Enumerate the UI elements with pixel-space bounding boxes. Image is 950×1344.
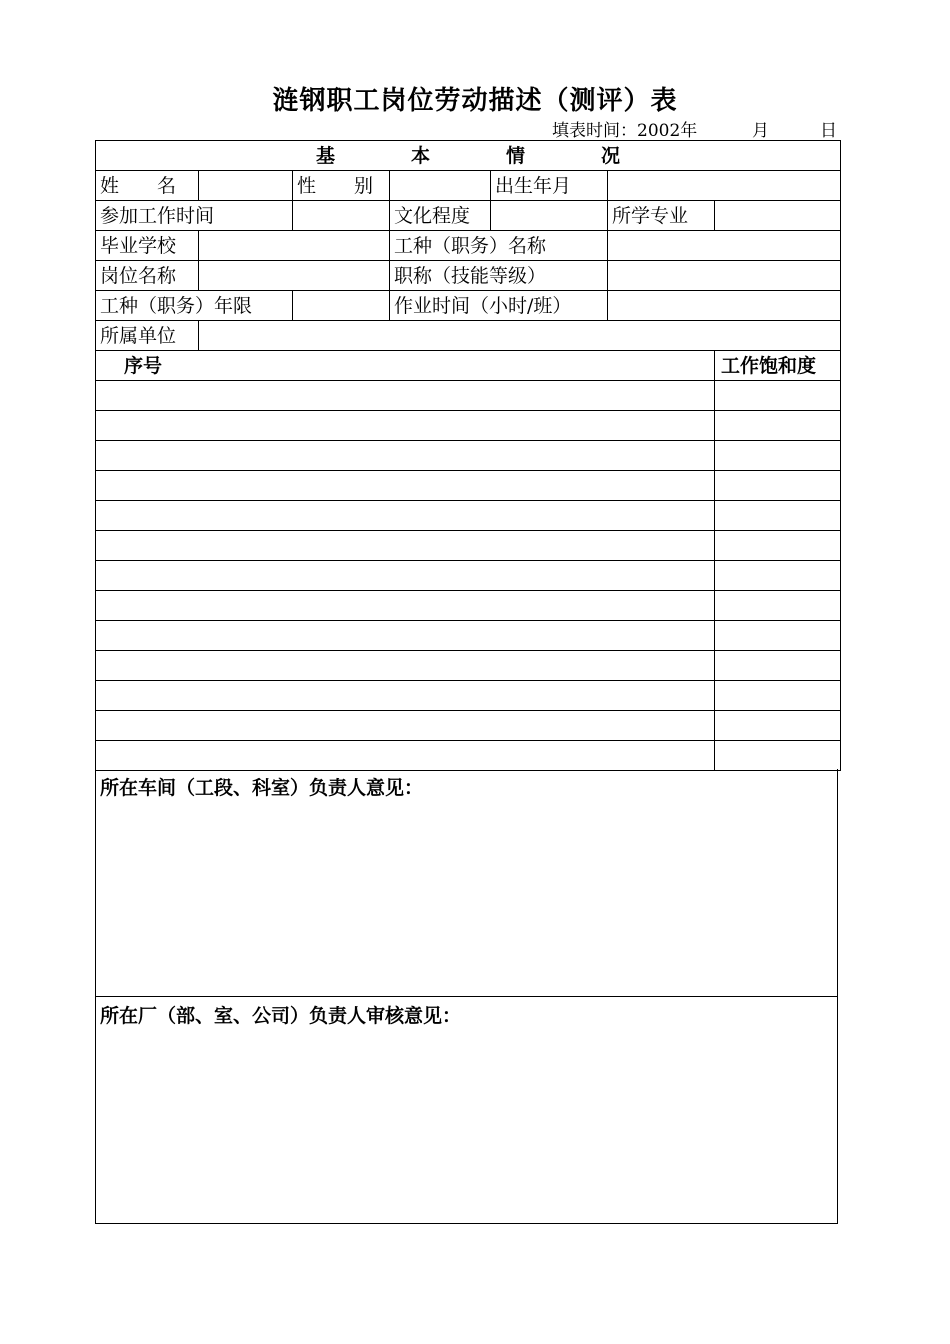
task-cell[interactable]	[96, 381, 715, 411]
unit-input[interactable]	[199, 321, 841, 351]
gender-input[interactable]	[390, 171, 491, 201]
saturation-cell[interactable]	[715, 501, 841, 531]
job-title-name-input[interactable]	[608, 231, 841, 261]
major-input[interactable]	[715, 201, 841, 231]
table-row	[96, 681, 841, 711]
task-cell[interactable]	[96, 621, 715, 651]
form-title: 涟钢职工岗位劳动描述（测评）表	[272, 86, 678, 116]
fill-date-label: 填表时间：2002年	[552, 121, 698, 141]
task-cell[interactable]	[96, 501, 715, 531]
post-name-label: 岗位名称	[96, 261, 199, 291]
workshop-opinion-label: 所在车间（工段、科室）负责人意见：	[100, 777, 424, 799]
saturation-cell[interactable]	[715, 411, 841, 441]
job-years-input[interactable]	[293, 291, 390, 321]
work-hours-input[interactable]	[608, 291, 841, 321]
table-row	[96, 711, 841, 741]
table-row	[96, 651, 841, 681]
job-years-label: 工种（职务）年限	[96, 291, 293, 321]
table-row	[96, 591, 841, 621]
table-row	[96, 381, 841, 411]
task-cell[interactable]	[96, 471, 715, 501]
task-cell[interactable]	[96, 441, 715, 471]
table-row	[96, 741, 841, 771]
table-row	[96, 621, 841, 651]
saturation-cell[interactable]	[715, 471, 841, 501]
work-hours-label: 作业时间（小时/班）	[390, 291, 608, 321]
task-cell[interactable]	[96, 561, 715, 591]
saturation-cell[interactable]	[715, 651, 841, 681]
saturation-cell[interactable]	[715, 621, 841, 651]
school-label: 毕业学校	[96, 231, 199, 261]
saturation-cell[interactable]	[715, 561, 841, 591]
task-cell[interactable]	[96, 651, 715, 681]
seq-column-header: 序号	[96, 351, 715, 381]
saturation-column-header: 工作饱和度	[715, 351, 841, 381]
name-input[interactable]	[199, 171, 293, 201]
table-row	[96, 561, 841, 591]
fill-date-day: 日	[820, 121, 837, 141]
fill-date-month: 月	[752, 121, 769, 141]
school-input[interactable]	[199, 231, 390, 261]
saturation-cell[interactable]	[715, 681, 841, 711]
saturation-cell[interactable]	[715, 591, 841, 621]
table-row	[96, 411, 841, 441]
saturation-cell[interactable]	[715, 741, 841, 771]
workshop-opinion-box[interactable]	[95, 769, 838, 997]
rank-label: 职称（技能等级）	[390, 261, 608, 291]
saturation-cell[interactable]	[715, 711, 841, 741]
education-input[interactable]	[491, 201, 608, 231]
saturation-cell[interactable]	[715, 531, 841, 561]
birth-label: 出生年月	[491, 171, 608, 201]
task-cell[interactable]	[96, 741, 715, 771]
rank-input[interactable]	[608, 261, 841, 291]
task-cell[interactable]	[96, 681, 715, 711]
work-start-label: 参加工作时间	[96, 201, 293, 231]
table-row	[96, 531, 841, 561]
saturation-cell[interactable]	[715, 441, 841, 471]
basic-info-header: 基 本 情 况	[96, 141, 841, 171]
task-cell[interactable]	[96, 531, 715, 561]
gender-label: 性 别	[293, 171, 390, 201]
table-row	[96, 471, 841, 501]
factory-opinion-label: 所在厂（部、室、公司）负责人审核意见：	[100, 1005, 462, 1027]
task-cell[interactable]	[96, 411, 715, 441]
name-label: 姓 名	[96, 171, 199, 201]
post-name-input[interactable]	[199, 261, 390, 291]
factory-opinion-box[interactable]	[95, 996, 838, 1224]
task-cell[interactable]	[96, 711, 715, 741]
work-start-input[interactable]	[293, 201, 390, 231]
saturation-cell[interactable]	[715, 381, 841, 411]
unit-label: 所属单位	[96, 321, 199, 351]
labor-description-form	[95, 140, 841, 771]
job-title-name-label: 工种（职务）名称	[390, 231, 608, 261]
task-cell[interactable]	[96, 591, 715, 621]
table-row	[96, 441, 841, 471]
education-label: 文化程度	[390, 201, 491, 231]
major-label: 所学专业	[608, 201, 715, 231]
table-row	[96, 501, 841, 531]
fill-date	[552, 116, 838, 141]
birth-input[interactable]	[608, 171, 841, 201]
